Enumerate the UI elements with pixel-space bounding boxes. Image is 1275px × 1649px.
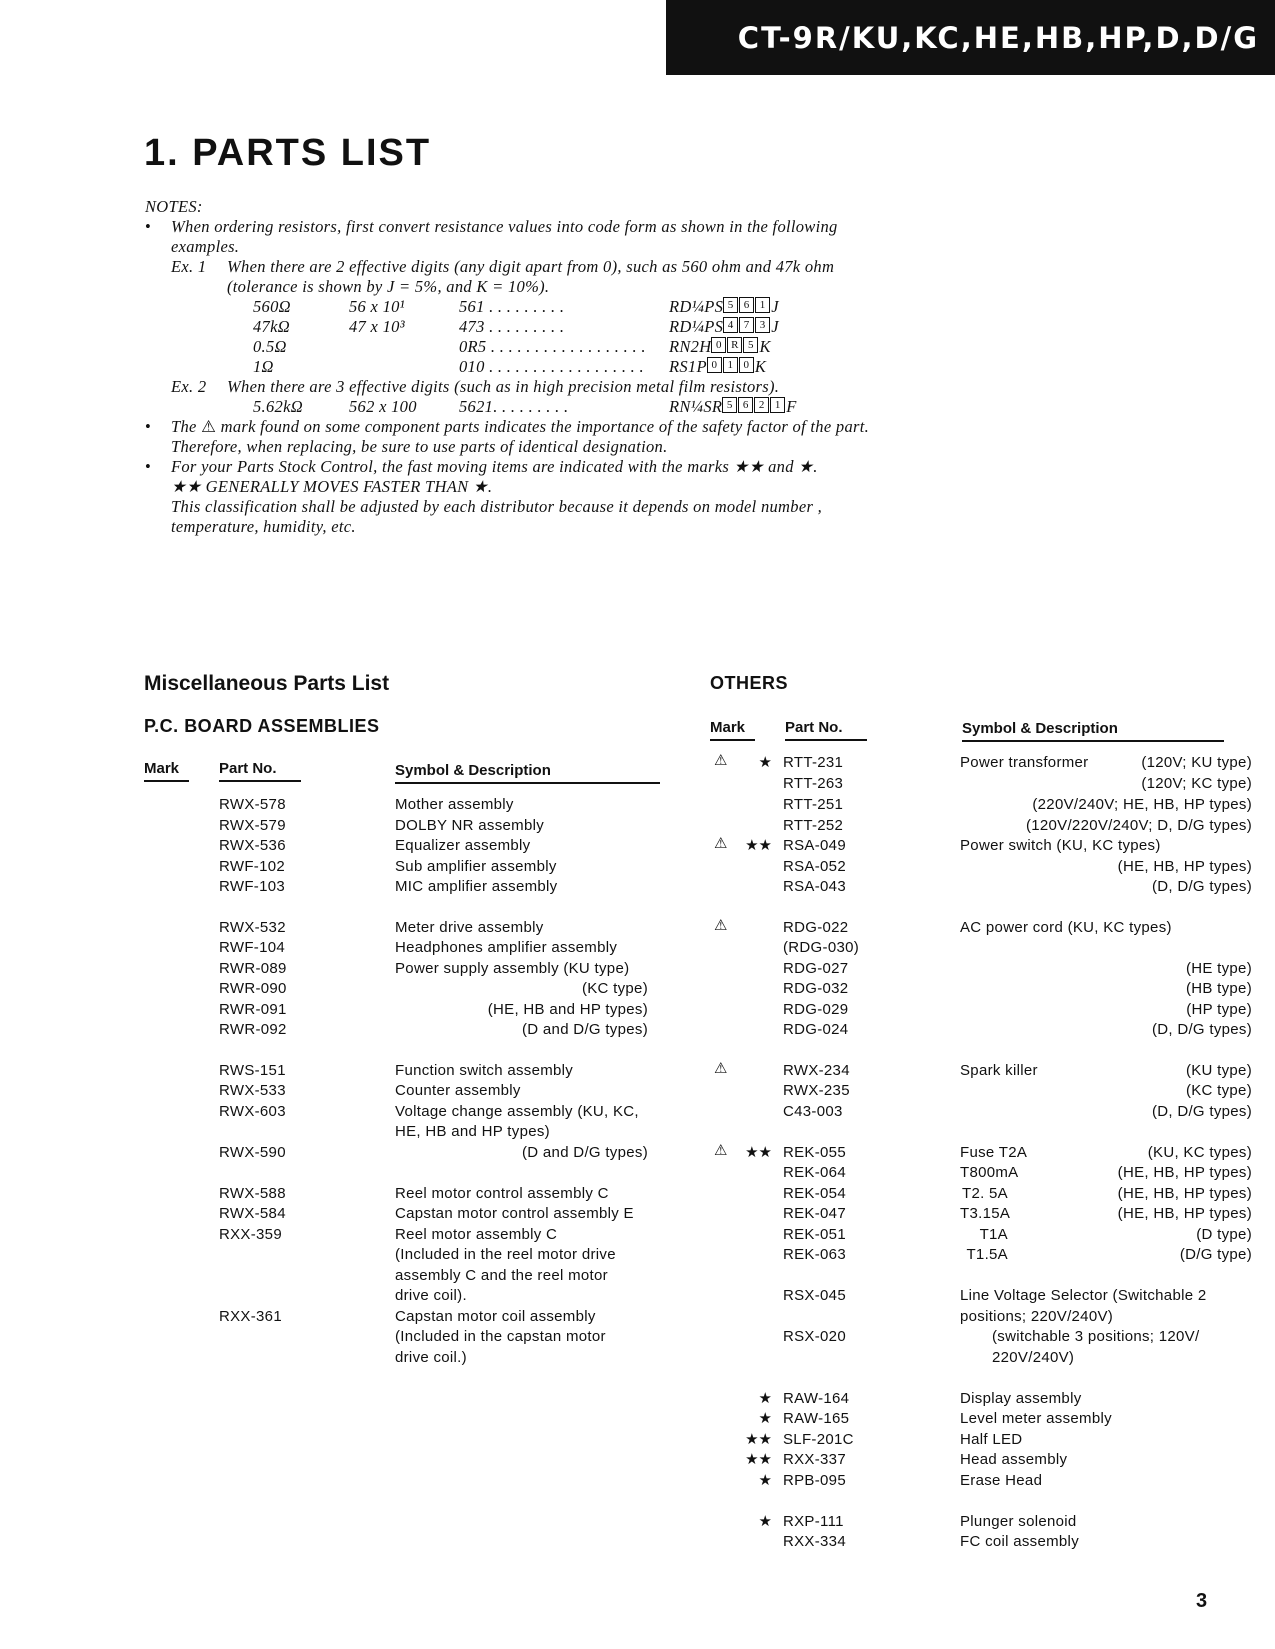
others-part-number: RXX-337	[783, 1451, 846, 1468]
others-description: T1A	[979, 1226, 1008, 1243]
safety-warning-icon: ⚠	[714, 752, 728, 769]
others-part-number: REK-047	[783, 1205, 846, 1222]
others-description: Fuse T2A	[960, 1144, 1028, 1161]
resistor-part-code: RD¼PS	[669, 317, 724, 336]
misc-description: (Included in the capstan motor	[395, 1328, 606, 1345]
fast-moving-mark: ★★	[745, 1451, 772, 1468]
note-bullet-1	[145, 217, 885, 417]
others-description: Power switch (KU, KC types)	[960, 837, 1161, 854]
misc-part-number: RWR-089	[219, 960, 287, 977]
misc-description: Reel motor control assembly C	[395, 1185, 609, 1202]
note-bullet-3-line3: This classification shall be adjusted by each distributor because it depends on model number , temperature, humidity, etc.	[171, 497, 823, 536]
others-part-number: RDG-024	[783, 1021, 849, 1038]
resistance-value: 560Ω	[253, 297, 291, 316]
others-variant: (D, D/G types)	[1151, 1021, 1252, 1038]
resistor-part-code: RS1P	[669, 357, 707, 376]
code-digit-box: 0	[711, 337, 726, 353]
others-col-part: Part No.	[785, 719, 843, 736]
code-digit-box: 0	[707, 357, 722, 373]
misc-part-number: RWX-590	[219, 1144, 286, 1161]
resistance-expression	[349, 337, 459, 357]
others-col-mark: Mark	[710, 719, 746, 736]
resistance-code: 5621. . . . . . . . .	[459, 397, 569, 416]
page-title: 1. PARTS LIST	[144, 132, 432, 174]
note-bullet-3-text: For your Parts Stock Control, the fast moving items are indicated with the marks ★★ and ★.	[171, 457, 818, 476]
misc-part-number: RWF-104	[219, 939, 286, 956]
misc-description: DOLBY NR assembly	[395, 817, 545, 834]
others-part-number: RSA-049	[783, 837, 846, 854]
others-part-number: RTT-263	[783, 775, 844, 792]
note-bullet-2-text	[171, 417, 885, 457]
note-bullet-3-line2: ★★ GENERALLY MOVES FASTER THAN ★.	[171, 477, 493, 496]
note-bullet-3	[145, 457, 885, 537]
misc-part-number: RXX-359	[219, 1226, 282, 1243]
model-header	[666, 0, 1275, 75]
others-part-number: RWX-235	[783, 1082, 850, 1099]
fast-moving-mark: ★★	[745, 837, 772, 854]
fast-moving-mark: ★	[758, 1472, 772, 1489]
others-variant: (D/G type)	[1179, 1246, 1252, 1263]
others-variant: (D, D/G types)	[1151, 878, 1252, 895]
misc-description: Sub amplifier assembly	[395, 858, 557, 875]
others-part-number: REK-063	[783, 1246, 846, 1263]
others-part-number: RAW-164	[783, 1390, 850, 1407]
resistance-code: 561 . . . . . . . . .	[459, 297, 565, 316]
others-part-number: REK-054	[783, 1185, 846, 1202]
bullet-dot: •	[145, 417, 152, 436]
resistance-code: 0R5 . . . . . . . . . . . . . . . . . .	[459, 337, 646, 356]
misc-part-number: RWX-533	[219, 1082, 286, 1099]
misc-col-part: Part No.	[219, 760, 277, 777]
others-description: Line Voltage Selector (Switchable 2	[960, 1287, 1207, 1304]
note-bullet-2-rest: mark found on some component parts indicates the importance of the safety factor of the part. Therefore, when replacing, be sure to use parts of identical designation.	[171, 417, 870, 456]
others-part-number: (RDG-030)	[783, 939, 860, 956]
others-part-number: C43-003	[783, 1103, 843, 1120]
others-variant: (120V; KC type)	[1141, 775, 1252, 792]
others-part-number: RTT-251	[783, 796, 844, 813]
misc-part-number: RWF-102	[219, 858, 286, 875]
others-description: Power transformer	[960, 754, 1089, 771]
misc-header-rule	[395, 782, 660, 784]
others-part-number: RDG-022	[783, 919, 849, 936]
others-variant: (D type)	[1196, 1226, 1252, 1243]
example-row	[171, 357, 885, 377]
tolerance-letter: K	[759, 337, 771, 356]
safety-warning-icon: ⚠	[714, 835, 728, 852]
others-part-number: RTT-231	[783, 754, 844, 771]
others-variant: (HE, HB, HP types)	[1117, 858, 1252, 875]
others-variant: (D, D/G types)	[1151, 1103, 1252, 1120]
misc-description: Meter drive assembly	[395, 919, 544, 936]
misc-description: (HE, HB and HP types)	[487, 1001, 648, 1018]
example-2-text: When there are 3 effective digits (such as in high precision metal film resistors).	[227, 377, 780, 396]
resistor-part-code: RD¼PS	[669, 297, 724, 316]
misc-part-number: RWX-578	[219, 796, 286, 813]
model-header-text: CT-9R/KU,KC,HE,HB,HP,D,D/G	[737, 20, 1259, 55]
others-description: (switchable 3 positions; 120V/	[992, 1328, 1200, 1345]
code-digit-box: 1	[770, 397, 785, 413]
code-digit-box: 5	[722, 397, 737, 413]
fast-moving-mark: ★	[758, 1513, 772, 1530]
misc-description: drive coil.)	[395, 1349, 467, 1366]
example-1-label: Ex. 1	[171, 257, 207, 276]
code-digit-box: 6	[738, 397, 753, 413]
code-digit-box: 7	[739, 317, 754, 333]
example-row	[171, 397, 885, 417]
others-variant: (120V; KU type)	[1141, 754, 1252, 771]
safety-warning-icon: ⚠	[714, 1142, 728, 1159]
others-variant: (HE, HB, HP types)	[1117, 1205, 1252, 1222]
misc-description: Capstan motor coil assembly	[395, 1308, 596, 1325]
tolerance-letter: J	[771, 297, 779, 316]
others-part-number: RAW-165	[783, 1410, 850, 1427]
misc-part-number: RWR-090	[219, 980, 287, 997]
others-part-number: SLF-201C	[783, 1431, 854, 1448]
code-digit-box: 0	[739, 357, 754, 373]
example-row	[171, 317, 885, 337]
misc-col-desc: Symbol & Description	[395, 762, 551, 779]
others-variant: (KC type)	[1185, 1082, 1252, 1099]
misc-description: Voltage change assembly (KU, KC,	[395, 1103, 639, 1120]
others-description: T800mA	[960, 1164, 1019, 1181]
resistance-value: 1Ω	[253, 357, 274, 376]
safety-warning-icon: ⚠	[714, 917, 728, 934]
note-bullet-2-lead: The	[171, 417, 197, 436]
others-part-number: RDG-029	[783, 1001, 849, 1018]
code-digit-box: 5	[723, 297, 738, 313]
example-row	[171, 297, 885, 317]
others-variant: (KU, KC types)	[1147, 1144, 1252, 1161]
misc-description: (KC type)	[581, 980, 648, 997]
others-variant: (HE, HB, HP types)	[1117, 1185, 1252, 1202]
safety-warning-icon: ⚠	[714, 1060, 728, 1077]
others-description: T3.15A	[960, 1205, 1011, 1222]
others-variant: (HE type)	[1185, 960, 1252, 977]
example-1-rows	[171, 297, 885, 377]
code-digit-box: 2	[754, 397, 769, 413]
misc-header-rule	[144, 780, 189, 782]
misc-part-number: RWX-532	[219, 919, 286, 936]
code-digit-box: 4	[723, 317, 738, 333]
misc-part-number: RWX-584	[219, 1205, 286, 1222]
misc-part-number: RXX-361	[219, 1308, 282, 1325]
misc-description: Headphones amplifier assembly	[395, 939, 618, 956]
others-description: Half LED	[960, 1431, 1023, 1448]
misc-part-number: RWX-579	[219, 817, 286, 834]
resistance-expression: 56 x 10¹	[349, 297, 405, 316]
misc-description: (D and D/G types)	[522, 1021, 648, 1038]
safety-warning-icon: ⚠	[201, 417, 217, 436]
example-row	[171, 337, 885, 357]
resistance-expression: 562 x 100	[349, 397, 417, 416]
misc-description: Function switch assembly	[395, 1062, 574, 1079]
others-variant: (HP type)	[1186, 1001, 1252, 1018]
code-digit-box: 6	[739, 297, 754, 313]
others-part-number: RXP-111	[783, 1513, 844, 1530]
others-part-number: REK-055	[783, 1144, 846, 1161]
others-description: Erase Head	[960, 1472, 1043, 1489]
others-part-number: RTT-252	[783, 817, 844, 834]
example-2	[171, 377, 885, 397]
misc-part-number: RWF-103	[219, 878, 286, 895]
others-description: Display assembly	[960, 1390, 1082, 1407]
others-part-number: RWX-234	[783, 1062, 850, 1079]
misc-part-number: RWR-092	[219, 1021, 287, 1038]
others-description: Level meter assembly	[960, 1410, 1112, 1427]
tolerance-letter: K	[754, 357, 767, 376]
misc-part-number: RWX-603	[219, 1103, 286, 1120]
code-digit-box: 3	[755, 317, 770, 333]
code-digit-box: 1	[723, 357, 738, 373]
fast-moving-mark: ★	[758, 754, 772, 771]
misc-description: (Included in the reel motor drive	[395, 1246, 616, 1263]
misc-part-number: RWS-151	[219, 1062, 286, 1079]
resistance-expression: 47 x 10³	[349, 317, 405, 336]
others-description: T1.5A	[966, 1246, 1008, 1263]
notes-label: NOTES:	[145, 197, 203, 216]
resistance-value: 47kΩ	[253, 317, 290, 336]
resistor-part-code: RN¼SR	[669, 397, 723, 416]
others-header-rule	[962, 740, 1224, 742]
others-description: Plunger solenoid	[960, 1513, 1077, 1530]
others-variant: (HB type)	[1185, 980, 1252, 997]
bullet-dot: •	[145, 457, 152, 476]
misc-header-rule	[219, 780, 301, 782]
pcb-subheading: P.C. BOARD ASSEMBLIES	[144, 716, 380, 736]
others-col-desc: Symbol & Description	[962, 720, 1118, 737]
fast-moving-mark: ★★	[745, 1431, 772, 1448]
misc-description: (D and D/G types)	[522, 1144, 648, 1161]
code-digit-box: 5	[743, 337, 758, 353]
fast-moving-mark: ★	[758, 1390, 772, 1407]
misc-description: assembly C and the reel motor	[395, 1267, 608, 1284]
note-bullet-2	[145, 417, 885, 457]
tolerance-letter: J	[771, 317, 779, 336]
others-variant: (KU type)	[1185, 1062, 1252, 1079]
others-header-rule	[785, 739, 867, 741]
fast-moving-mark: ★★	[745, 1144, 772, 1161]
others-description: Spark killer	[960, 1062, 1038, 1079]
misc-description: MIC amplifier assembly	[395, 878, 558, 895]
others-part-number: RPB-095	[783, 1472, 846, 1489]
misc-part-number: RWR-091	[219, 1001, 287, 1018]
others-heading: OTHERS	[710, 673, 789, 693]
fast-moving-mark: ★	[758, 1410, 772, 1427]
misc-description: Power supply assembly (KU type)	[395, 960, 630, 977]
resistance-value: 0.5Ω	[253, 337, 287, 356]
others-description: Head assembly	[960, 1451, 1068, 1468]
note-bullet-1-text: When ordering resistors, first convert resistance values into code form as shown in the following examples.	[171, 217, 838, 256]
example-2-label: Ex. 2	[171, 377, 207, 396]
others-description: T2. 5A	[962, 1185, 1008, 1202]
resistor-part-code: RN2H	[669, 337, 712, 356]
others-description: FC coil assembly	[960, 1533, 1079, 1550]
resistance-value: 5.62kΩ	[253, 397, 303, 416]
resistance-code: 473 . . . . . . . . .	[459, 317, 565, 336]
example-2-rows	[171, 397, 885, 417]
others-part-number: REK-064	[783, 1164, 846, 1181]
others-part-number: RSX-045	[783, 1287, 846, 1304]
others-part-number: RXX-334	[783, 1533, 846, 1550]
misc-heading: Miscellaneous Parts List	[144, 672, 390, 695]
others-part-number: REK-051	[783, 1226, 846, 1243]
others-description: AC power cord (KU, KC types)	[960, 919, 1172, 936]
others-part-number: RSX-020	[783, 1328, 846, 1345]
tolerance-letter: F	[786, 397, 797, 416]
misc-part-number: RWX-536	[219, 837, 286, 854]
others-variant: (HE, HB, HP types)	[1117, 1164, 1252, 1181]
resistance-code: 010 . . . . . . . . . . . . . . . . . .	[459, 357, 644, 376]
misc-description: Counter assembly	[395, 1082, 521, 1099]
others-variant: (120V/220V/240V; D, D/G types)	[1025, 817, 1252, 834]
example-1-text: When there are 2 effective digits (any digit apart from 0), such as 560 ohm and 47k ohm (tolerance is shown by J = 5%, and K = 10%).	[227, 257, 835, 296]
others-description: 220V/240V)	[992, 1349, 1075, 1366]
misc-col-mark: Mark	[144, 760, 180, 777]
others-part-number: RDG-032	[783, 980, 849, 997]
others-header-rule	[710, 739, 755, 741]
misc-description: drive coil).	[395, 1287, 467, 1304]
others-part-number: RDG-027	[783, 960, 849, 977]
misc-description: HE, HB and HP types)	[395, 1123, 550, 1140]
code-digit-box: R	[727, 337, 742, 353]
others-description: positions; 220V/240V)	[960, 1308, 1114, 1325]
misc-description: Reel motor assembly C	[395, 1226, 558, 1243]
misc-description: Capstan motor control assembly E	[395, 1205, 634, 1222]
others-part-number: RSA-043	[783, 878, 846, 895]
notes-section	[145, 197, 885, 537]
others-variant: (220V/240V; HE, HB, HP types)	[1032, 796, 1252, 813]
example-1	[171, 257, 885, 297]
code-digit-box: 1	[755, 297, 770, 313]
others-part-number: RSA-052	[783, 858, 846, 875]
misc-description: Equalizer assembly	[395, 837, 531, 854]
bullet-dot: •	[145, 217, 152, 236]
misc-part-number: RWX-588	[219, 1185, 286, 1202]
page-number: 3	[1196, 1590, 1208, 1612]
resistance-expression	[349, 357, 459, 377]
misc-description: Mother assembly	[395, 796, 514, 813]
